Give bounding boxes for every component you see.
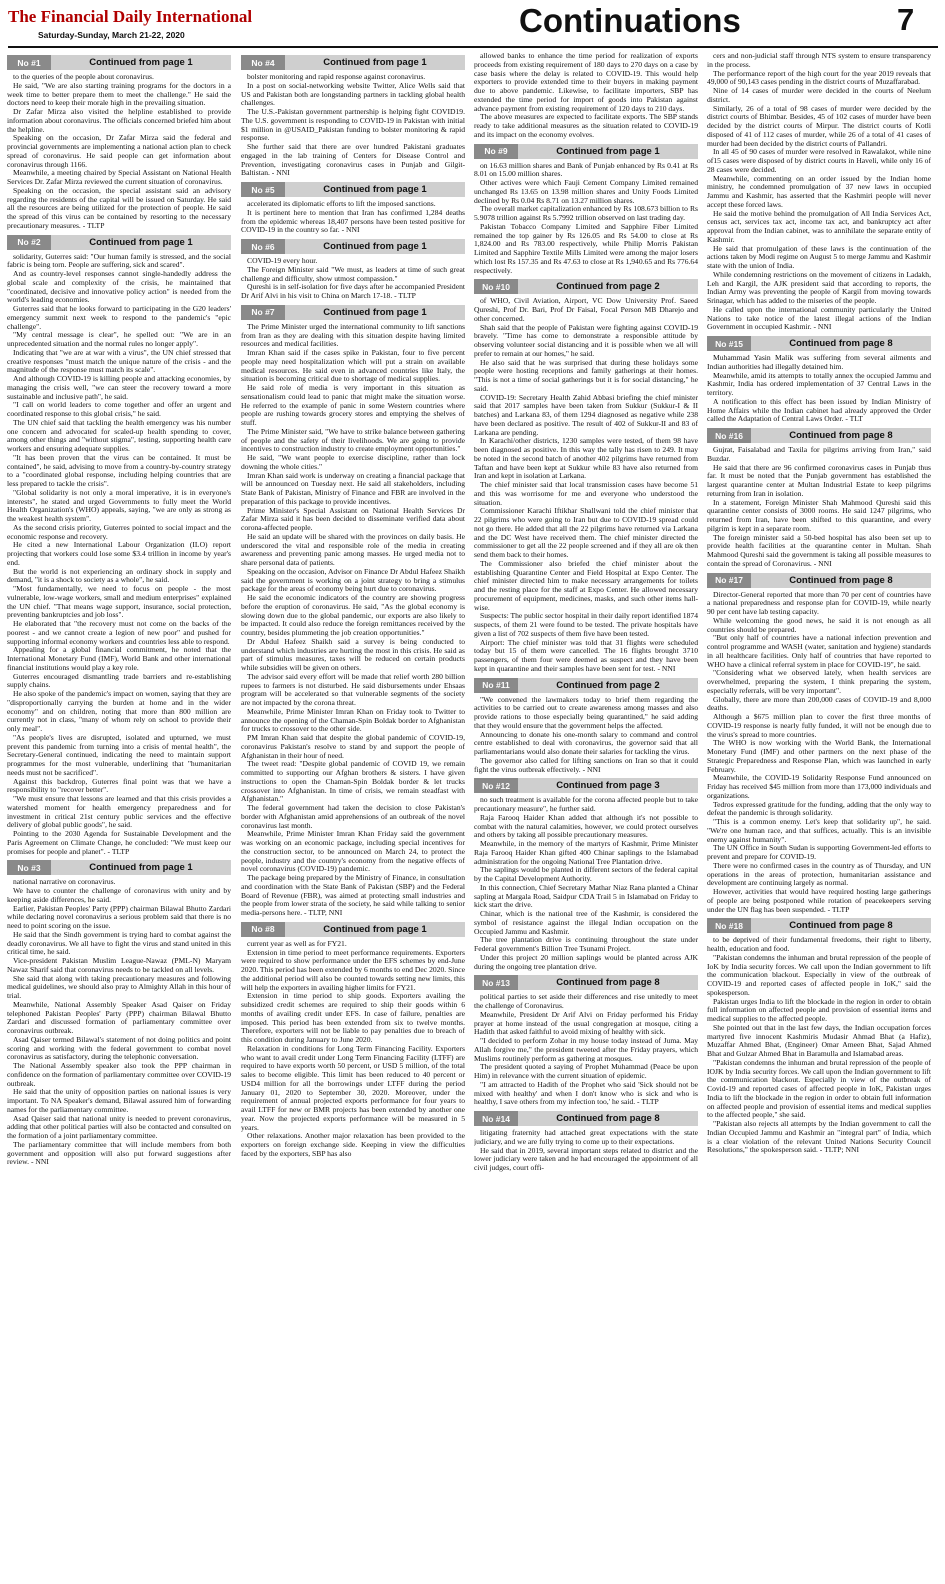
story-paragraph: He also said that he was surprised that during these holidays some people were hosting receptions and family gatherings at their homes. "This is not a time of social gatherings but it is for social distancing," he said. xyxy=(474,357,698,393)
story-paragraph: She further said that there are over hundred Pakistani graduates engaged in the lab training of Centers for Disease Control and Prevention, investigating coronavirus cases in Punjab and Gilgit-Baltistan. - NNI xyxy=(241,142,465,178)
column-4 xyxy=(707,52,931,1580)
story-paragraph: Extension in time period to meet performance requirements. Exporters were required to show performance under the EFS schemes by end-June 2020. This period has been extended by 6 months to end Dec 2020. Since the additional period will also be counted towards setting new limits, this will help the exporters in availing higher limits for FY21. xyxy=(241,947,465,992)
story-paragraph: Airport: The chief minister was told that 31 flights were scheduled today but 15 of them were cancelled. The 16 flights brought 3710 passengers, of them four were deemed as suspect and they have been kept in quarantine and their samples have been sent for test. - NNI xyxy=(474,637,698,673)
story-paragraph: He said, "We are also starting training programs for the doctors in a week time to better prepare them to meet the challenge." He said the doctors need to keep their morale high in the prevailing situation. xyxy=(7,80,231,108)
story-paragraph: He said, "We want people to exercise discipline, rather than lock downing the whole cities." xyxy=(241,453,465,471)
story-paragraph: Pakistan urges India to lift the blockade in the region in order to obtain full information on affected people and provision of essential items and medical supplies to the affected people. xyxy=(707,996,931,1023)
story-paragraph: He said the economic indicators of the country are showing progress before the eruption of coronavirus. He said, "As the global economy is slowing down due to the global pandemic, our exports are also likely to be impacted. It could also reduce the foreign remittances received by the country, besides plummeting the job creation opportunities." xyxy=(241,593,465,637)
issue-date: Saturday-Sunday, March 21-22, 2020 xyxy=(38,30,185,40)
story-continued-label: Continued from page 1 xyxy=(323,241,427,252)
story-number-badge: No #2 xyxy=(7,235,51,250)
story-paragraph: The Prime Minister said, "We have to strike balance between gathering of people and the safety of their livelihoods. We are going to provide incentives to construction industry to create employment opportunities." xyxy=(241,426,465,454)
story-paragraph: Qureshi is in self-isolation for five days after he accompanied President Dr Arif Alvi in his visit to China on March 17-18. - TLTP xyxy=(241,282,465,300)
story-paragraph: The package being prepared by the Ministry of Finance, in consultation and coordination with the State Bank of Pakistan (SBP) and the Federal Board of Revenue (FBR), was aimed at protecting small industries and the people from lower strata of the society, he said while talking to senior media-persons here. - TLTP, NNI xyxy=(241,873,465,917)
story-header xyxy=(241,182,465,197)
newspaper-name: The Financial Daily International xyxy=(8,7,253,26)
story-header xyxy=(707,336,931,351)
story-paragraph: In a statement, Foreign Minister Shah Mahmood Qureshi said this quarantine center consists of 3000 rooms. He said 1247 pilgrims, who returned from Iran, have been shifted to this quarantine, and every pilgrim is kept in a separate room. xyxy=(707,497,931,533)
story-header xyxy=(7,860,231,875)
story-body xyxy=(707,354,931,424)
story-paragraph: Indicating that "we are at war with a virus", the UN chief stressed that creative responses "must match the unique nature of the crisis - and the magnitude of the response must match its scale". xyxy=(7,347,231,375)
story-number-badge: No #4 xyxy=(241,55,285,70)
story-paragraph: Speaking on the occasion, Dr Zafar Mirza said the federal and provincial governments are implementing a national action plan to check spread of coronavirus. He said people can get information about coronavirus through 1166. xyxy=(7,133,231,169)
story-number-badge: No #10 xyxy=(474,279,518,294)
story-paragraph: "Considering what we observed lately, when health services are overwhelmed, preparing the system, I think preparing the system, especially referrals, will be very important". xyxy=(707,668,931,695)
story-header xyxy=(474,678,698,693)
continuation-story xyxy=(474,678,698,775)
story-paragraph: "This is a common enemy. Let's keep that solidarity up", he said. "We're one human race, and that suffices, actually. This is an invisible enemy against humanity". xyxy=(707,817,931,844)
story-paragraph: Meanwhile, President Dr Arif Alvi on Friday performed his Friday prayer at home instead of the usual congregation at mosque, citing a Hadith that asked faithful to avoid mixing of healthy with sick. xyxy=(474,1009,698,1037)
masthead xyxy=(0,0,945,52)
story-number-badge: No #13 xyxy=(474,975,518,990)
story-paragraph: The WHO is now working with the World Bank, the International Monetary Fund (IMF) and other partners on the next phase of the Strategic Preparedness and Response Plan, which was launched in early February. xyxy=(707,738,931,774)
story-paragraph: Commissioner Karachi Iftikhar Shallwani told the chief minister that 22 pilgrims who were going to Iran but due to COVID-19 spread could not go there. He added that all the 22 pilgrims have returned via Larkana and the DC West have received them. The chief minister directed the commissioner to get all the 22 people screened and if they all are ok then send them back to their homes. xyxy=(474,506,698,559)
story-header xyxy=(707,428,931,443)
story-paragraph: "It has been proven that the virus can be contained. It must be contained", he said, advising to move from a country-by-country strategy to a "coordinated global response, including helping countries that are less prepared to tackle the crisis". xyxy=(7,452,231,488)
story-paragraph: While condemning restrictions on the movement of citizens in Ladakh, Leh and Kargil, the AJK president said that according to reports, the Indian Army was preventing the people of Kargil from moving towards Srinagar, which has added to the miseries of the people. xyxy=(707,269,931,305)
story-number-badge: No #14 xyxy=(474,1111,518,1126)
story-paragraph: "As people's lives are disrupted, isolated and upturned, we must prevent this pandemic from turning into a crisis of mental health", the Secretary-General continued, indicating the need to maintain support programmes for the most vulnerable, underlining that "humanitarian needs must not be sacrificed". xyxy=(7,732,231,777)
story-paragraph: cers and non-judicial staff through NTS system to ensure transparency in the process. xyxy=(707,52,931,69)
story-paragraph: Meanwhile, commenting on an order issued by the Indian home ministry, he condemned promulgation of 37 new laws in occupied Jammu and Kashmir, has asserted that the Kashmiri people will never accept these forced laws. xyxy=(707,173,931,209)
story-paragraph: Pakistan Tobacco Company Limited and Sapphire Fiber Limited remained the top gainer by Rs 126.05 and Rs 54.00 to close at Rs 1,824.00 and Rs 783.00 respectively, while Philip Morris Pakistan Limited and Sapphire Textile Mills Limited were among the major losers which lost Rs 157.35 and Rs 47.63 to close at Rs 1,940.65 and Rs 776.64 respectively. xyxy=(474,221,698,275)
story-paragraph: The Commissioner also briefed the chief minister about the establishing Quarantine Center and Field Hospital at Expo Center. The chief minister directed him to make necessary arrangements for toilets and the resting place for the staff at Expo Center. He allowed necessary procurement of equipment, medicines, masks, and such other items hall-wise. xyxy=(474,558,698,612)
story-paragraph: solidarity, Guterres said: "Our human family is stressed, and the social fabric is being torn. People are suffering, sick and scared". xyxy=(7,251,231,270)
story-continued-label: Continued from page 2 xyxy=(556,679,660,691)
column-1 xyxy=(7,52,231,1580)
story-continued-label: Continued from page 8 xyxy=(789,920,893,932)
story-paragraph: He said that the unity of opposition parties on national issues is very important. To NA Speaker's demand, Bilawal assured him of forwarding names for the parliamentary committee. xyxy=(7,1087,231,1114)
story-body xyxy=(7,73,231,231)
story-paragraph: "Pakistan condemns the inhuman and brutal repression of the people of IOJK by India security forces. We call upon the Indian government to lift the communication blackout. Especially in view of the outbreak of Covid-19 and reported cases of affected people in IoK, Pakistan urges India to lift the blockade in the region in order to obtain full information on affected people and provision of essential items and medical supplies to the affected people," she said. xyxy=(707,1057,931,1120)
story-paragraph: Appealing for a global financial commitment, he noted that the International Monetary Fund (IMF), World Bank and other international financial institutions would play a key role. xyxy=(7,645,231,672)
story-number-badge: No #12 xyxy=(474,778,518,793)
story-paragraph: He said that the Sindh government is trying hard to combat against the deadly coronavirus. We all have to fight the virus and stand united in this critical time, he said. xyxy=(7,929,231,957)
story-paragraph: accelerated its diplomatic efforts to lift the imposed sanctions. xyxy=(247,199,436,208)
story-number-badge: No #5 xyxy=(241,182,285,197)
story-paragraph: Speaking on the occasion, the special assistant said an advisory regarding the residents of the capital will be issued on Saturday. He said all the resources are being utilized for the protection of people. He said the spread of this virus can be contained by resorting to the necessary precautionary measures. - TLTP xyxy=(7,185,231,230)
story-paragraph: Announcing to donate his one-month salary to command and control centre established to deal with coronavirus, the governor said that all parliamentarians would also donate their salaries for tackling the virus. xyxy=(474,729,698,756)
story-header xyxy=(707,573,931,588)
story-paragraph: "We convened the lawmakers today to brief them regarding the activities to be carried out to create awareness among masses and also provide rations to those especially being quarantined," he said adding that they would ensure that the government helps the affected. xyxy=(474,694,698,730)
continuation-story xyxy=(241,922,465,1159)
story-number-badge: No #16 xyxy=(707,428,751,443)
story-paragraph: "Most fundamentally, we need to focus on people - the most vulnerable, low-wage workers, small and medium enterprises" explained the UN chief. "That means wage support, insurance, social protection, preventing bankruptcies and job loss". xyxy=(7,584,231,620)
continuation-story xyxy=(474,144,698,276)
story-paragraph: However, activities that would have required hosting large gatherings of people are being postponed while rotation of peacekeepers serving under the UN flag has been suspended. - TLTP xyxy=(707,887,931,914)
continuation-story xyxy=(474,279,698,673)
story-paragraph: Nine of 14 cases of murder were decided in the courts of Neelum district. xyxy=(707,86,931,104)
story-paragraph: on 16.63 million shares and Bank of Punjab enhanced by Rs 0.41 at Rs 8.01 on 15.00 million shares. xyxy=(474,160,698,179)
story-paragraph: The Prime Minister urged the international community to lift sanctions from Iran as they are dealing with this situation despite having limited resources and medical facilities. xyxy=(241,321,465,349)
story-continued-label: Continued from page 8 xyxy=(789,338,893,349)
story-paragraph: "Global solidarity is not only a moral imperative, it is in everyone's interests", he stated and urged Governments to fully meet the World Health Organization's (WHO) appeals, saying, "we are only as strong as the weakest health system". xyxy=(7,487,231,523)
story-paragraph: Although a $675 million plan to cover the first three months of COVID-19 response is nearly fully funded, it will not be enough due to the virus's spread to more countries. xyxy=(707,712,931,739)
continuation-story xyxy=(241,305,465,918)
story-paragraph: The performance report of the high court for the year 2019 reveals that 49,000 of 90,143 cases pending in the district courts of Muzaffarabad. xyxy=(707,68,931,87)
story-header xyxy=(241,305,465,320)
story-number-badge: No #1 xyxy=(7,55,51,70)
story-paragraph: The saplings would be planted in different sectors of the federal capital by the Capital Development Authority. xyxy=(474,865,698,883)
story-continued-label: Continued from page 1 xyxy=(323,923,427,935)
story-paragraph: Meanwhile, Prime Minister Imran Khan on Friday took to Twitter to announce the opening of the Chaman-Spin Boldak border to Afghanistan for trucks to crossover to the other side. xyxy=(241,706,465,734)
story-paragraph: PM Imran Khan said that despite the global pandemic of COVID-19, coronavirus Pakistan's resolve to stand by and support the people of Afghanistan in their hour of need. xyxy=(241,733,465,760)
story-body xyxy=(241,73,465,178)
story-paragraph: of WHO, Civil Aviation, Airport, VC Dow University Prof. Saeed Qureshi, Prof Dr. Bari, Prof Dr Faisal, Focal Person MB Dharejo and other concerned. xyxy=(474,296,698,323)
story-header xyxy=(7,235,231,250)
story-body xyxy=(707,936,931,1155)
story-header xyxy=(707,918,931,933)
story-continued-label: Continued from page 1 xyxy=(89,236,193,248)
story-paragraph: Guterres encouraged dismantling trade barriers and re-establishing supply chains. xyxy=(7,671,231,690)
story-body xyxy=(241,940,465,1159)
story-paragraph: Pointing to the 2030 Agenda for Sustainable Development and the Paris Agreement on Climate Change, he concluded: "We must keep our promises for people and planet". - TLTP xyxy=(7,829,231,856)
story-paragraph: The National Assembly speaker also took the PPP chairman in confidence on the formation of parliamentary committee over COVID-19 outbreak. xyxy=(7,1061,231,1088)
story-paragraph: The Foreign Minister said "We must, as leaders at time of such great challenge and difficulty, show utmost compassion." xyxy=(241,264,465,283)
story-number-badge: No #15 xyxy=(707,336,751,351)
story-paragraph: The federal government had taken the decision to close Pakistan's border with Afghanistan amid apprehensions of an outbreak of the novel coronavirus last month. xyxy=(241,803,465,830)
story-paragraph: "We must ensure that lessons are learned and that this crisis provides a watershed moment for health emergency preparedness and for investment in critical 21st century public services and the effective delivery of global public goods", he said. xyxy=(7,794,231,830)
story-body xyxy=(474,1129,698,1173)
story-paragraph: He said that promulgation of these laws is the continuation of the actions taken by Modi regime on August 5 to merge Jammu and Kashmir state with the union of India. xyxy=(707,243,931,270)
story-paragraph: He said the motive behind the promulgation of All India Services Act, census act, services tax act, income tax act, and bankruptcy act after approval from the Indian cabinet, was to annihilate the separate entity of Kashmir. xyxy=(707,208,931,244)
story-number-badge: No #9 xyxy=(474,144,518,159)
story-paragraph: The UN Office in South Sudan is supporting Government-led efforts to prevent and prepare for COVID-19. xyxy=(707,843,931,861)
story-paragraph: The tweet read: "Despite global pandemic of COVID 19, we remain committed to supporting our Afghan brothers & sisters. I have given instructions to open the Chaman-Spin Boldak border & let trucks crossover into Afghanistan. In time of crisis, we remain steadfast with Afghanistan." xyxy=(241,759,465,804)
story-paragraph: Dr Zafar Mirza also visited the helpline established to provide information about coronavirus. The officials concerned briefed him about the helpline. xyxy=(7,107,231,134)
continuation-story xyxy=(707,52,931,332)
continuation-story xyxy=(7,55,231,231)
story-continued-label: Continued from page 8 xyxy=(789,574,893,586)
story-paragraph: allowed banks to enhance the time period for realization of exports proceeds from existing requirement of 180 days to 270 days on a case by case basis where the delay is related to COVID-19. This would help exporters to provide extended time to their buyers in making payment due to above pandemic. Likewise, to facilitate importers, SBP has extended the time period for import of goods into Pakistan against advance payment from existing requirement of 120 days to 210 days. xyxy=(474,52,698,113)
story-number-badge: No #6 xyxy=(241,239,285,254)
story-paragraph: Extension in time period to ship goods. Exporters availing the subsidized credit schemes are required to ship their goods within 6 months of availing credit under EFS. In case of failure, penalties are imposed. This period has been extended from six to twelve months. Therefore, exporters will not be liable to pay penalties due to breach of this condition during January to June 2020. xyxy=(241,991,465,1044)
story-paragraph: She pointed out that in the last few days, the Indian occupation forces martyred five innocent Kashmiris Mudasir Ahmad Bhat (a Hafiz), Muzaffar Ahmed Bhat, (Engineer) Omar Ameen Bhat, Sajad Ahmed Bhat and Gulzar Ahmed Bhat in Baramulla and Islamabad areas. xyxy=(707,1022,931,1058)
page-number: 7 xyxy=(897,2,915,37)
story-paragraph: He elaborated that "the recovery must not come on the backs of the poorest - and we cannot create a legion of new poor" and pushed for supporting informal economy workers and countries less able to respond. xyxy=(7,619,231,646)
story-header xyxy=(474,279,698,294)
story-paragraph: He said an update will be shared with the provinces on daily basis. He underscored the vital and responsible role of the media in creating awareness and preventing panic among masses. He urged media not to share personal data of patients. xyxy=(241,531,465,567)
story-paragraph: "I call on world leaders to come together and offer an urgent and coordinated response to this global crisis," he said. xyxy=(7,400,231,418)
story-number-badge: No #8 xyxy=(241,922,285,937)
story-paragraph: COVID-19 every hour. xyxy=(247,256,318,265)
story-header xyxy=(474,1111,698,1126)
story-paragraph: And although COVID-19 is killing people and attacking economies, by managing the crisis well, "we can steer the recovery toward a more sustainable and inclusive path", he said. xyxy=(7,374,231,401)
story-number-badge: No #17 xyxy=(707,573,751,588)
story-paragraph: Meanwhile, the COVID-19 Solidarity Response Fund announced on Friday has received $45 million from more than 173,000 individuals and organizations. xyxy=(707,773,931,800)
story-paragraph: He said role of media is very important in this situation as sensationalism could lead to panic that might make the situation worse. He referred to the example of panic in some Western countries where people are rushing towards grocery stores and emptying the shelves of stuff. xyxy=(241,383,465,427)
story-paragraph: In all 45 of 90 cases of murder were resolved in Rawalakot, while nine of15 cases were disposed of by district courts in Haveli, while only 16 of 28 cases were decided. xyxy=(707,147,931,174)
story-header xyxy=(7,55,231,70)
story-header xyxy=(474,975,698,990)
story-body xyxy=(474,696,698,775)
story-paragraph: Speaking on the occasion, Advisor on Finance Dr Abdul Hafeez Shaikh said the government is working on a joint strategy to bring a stimulus package for the areas of economy being hurt due to coronavirus. xyxy=(241,566,465,594)
story-paragraph: The foreign minister said a 50-bed hospital has also been set up to provide health facilities at the quarantine center in Multan. Shah Mahmood Qureshi said the government is taking all possible measures to contain the spread of Coronavirus. - NNI xyxy=(707,532,931,568)
story-paragraph: Earlier, Pakistan Peoples' Party (PPP) chairman Bilawal Bhutto Zardari while declaring novel coronavirus a serious problem said that there is no need to point scoring on the issue. xyxy=(7,903,231,930)
story-paragraph: "I am attracted to Hadith of the Prophet who said 'Sick should not be mixed with healthy' and when I don't know who is sick and who is healthy, I save others from my infection too,' he said. - TLTP xyxy=(474,1079,698,1107)
continuation-story xyxy=(7,860,231,1167)
story-paragraph: As the second crisis priority, Guterres pointed to social impact and the economic response and recovery. xyxy=(7,522,231,541)
story-paragraph: no such treatment is available for the corona affected people but to take precautionary measure", he further said. xyxy=(474,795,698,813)
story-paragraph: In a post on social-networking website Twitter, Alice Wells said that US and Pakistan both are longstanding partners in tackling global health challenges. xyxy=(241,80,465,108)
story-paragraph: And as country-level responses cannot single-handedly address the global scale and complexity of the crisis, he maintained that "coordinated, decisive and innovative policy action" is needed from the world's leading economies. xyxy=(7,269,231,305)
story-body xyxy=(241,323,465,918)
continuation-story xyxy=(707,336,931,424)
story-paragraph: The chief minister said that local transmission cases have become 51 and this was worrisome for me and everyone who understood the situation. xyxy=(474,480,698,507)
story-paragraph: The advisor said every effort will be made that relief worth 280 billion rupees to farmers is not disturbed. He said disbursements under Ehsaas program will be accelerated so that vulnerable segments of the society are not impacted by the corona threat. xyxy=(241,671,465,707)
story-continued-label: Continued from page 1 xyxy=(323,306,427,318)
story-continued-label: Continued from page 8 xyxy=(556,977,660,989)
story-paragraph: Suspects: The public sector hospital in their daily report identified 1874 suspects, of them 21 were found to be tested. The private hospitals have given a list of 702 suspects of them five have been tested. xyxy=(474,611,698,638)
story-paragraph: She said that along with taking precautionary measures and following medical guidelines, we should also pray to Almighty Allah in this hour of trial. xyxy=(7,973,231,1000)
column-2 xyxy=(241,52,465,1580)
story-continued-label: Continued from page 1 xyxy=(89,862,193,874)
continuation-story xyxy=(474,1111,698,1173)
story-paragraph: political parties to set aside their differences and rise unitedly to meet the challenge of Coronavirus. xyxy=(474,992,698,1010)
continuation-story xyxy=(474,975,698,1107)
story-paragraph: Against this backdrop, Guterres final point was that we have a responsibility to "recover better". xyxy=(7,776,231,795)
story-paragraph: to be deprived of their fundamental freedoms, their right to liberty, health, education and food. xyxy=(707,935,931,953)
story-paragraph: The tree plantation drive is continuing throughout the state under Federal government's Billion Tree Tsunami Project. xyxy=(474,935,698,953)
story-paragraph: The president quoted a saying of Prophet Muhammad (Peace be upon Him) in relevance with the current situation of epidemic. xyxy=(474,1062,698,1080)
story-paragraph: Under this project 20 million saplings would be planted across AJK during the ongoing tree plantation drive. xyxy=(474,952,698,971)
story-paragraph: Dr Abdul Hafeez Shaikh said a survey is being conducted to understand which industries are hurting the most in this crisis. He said as part of stimulus measures, taxes will be reduced on certain products while subsidies will be given on others. xyxy=(241,636,465,672)
story-paragraph: It is pertinent here to mention that Iran has confirmed 1,284 deaths from the epidemic whereas 18,407 persons have been tested positive for COVID-19 in the country so far. - NNI xyxy=(241,207,465,235)
story-paragraph: He also spoke of the pandemic's impact on women, saying that they are "disproportionally carrying the burden at home and in the wider economy" and on children, noting that more than 800 million are currently not in class, "many of whom rely on school to provide their only meal". xyxy=(7,689,231,733)
story-paragraph: Relaxation in conditions for Long Term Financing Facility. Exporters who want to avail credit under Long Term Financing Facility (LTFF) are required to have exports worth 50 percent, or USD 5 million, of the total sales to become eligible. This limit has been reduced to 40 percent or USD4 million for all the borrowings under LTFF during the period January 01, 2020 to September 30, 2020. Moreover, under the requirement of annual projected exports performance for four years to avail LTFF for new or BMR projects has been extended by another one year. Now the projected exports performance will be measured in 5 years. xyxy=(241,1043,465,1132)
story-header xyxy=(241,239,465,254)
story-paragraph: to the queries of the people about coronavirus. xyxy=(13,72,154,81)
story-paragraph: There were no confirmed cases in the country as of Thursday, and UN operations in the areas of protection, humanitarian assistance and development are continuing largely as normal. xyxy=(707,860,931,888)
continuation-story xyxy=(241,182,465,235)
story-body xyxy=(707,591,931,915)
story-body xyxy=(474,993,698,1107)
story-paragraph: Meanwhile, amid its attempts to totally annex the occupied Jammu and Kashmir, India has ordered implementation of 37 Central Laws in the territory. xyxy=(707,370,931,397)
story-paragraph: Meanwhile, National Assembly Speaker Asad Qaiser on Friday telephoned Pakistan Peoples' Party (PPP) chairman Bilawal Bhutto Zardari and discussed formation of parliamentary committee over coronavirus outbreak. xyxy=(7,999,231,1035)
continuation-story xyxy=(474,778,698,971)
story-paragraph: Muhammad Yasin Malik was suffering from several ailments and Indian authorities had illegally detained him. xyxy=(707,353,931,371)
story-paragraph: The above measures are expected to facilitate exports. The SBP stands ready to take additional measures as the situation related to COVID-19 and its impact on the economy evolves. xyxy=(474,112,698,139)
continuation-story xyxy=(707,428,931,569)
masthead-rule xyxy=(8,46,938,48)
section-title: Continuations xyxy=(519,2,741,39)
story-body xyxy=(707,446,931,569)
story-paragraph: While welcoming the good news, he said it is not enough as all countries should be prepared. xyxy=(707,615,931,634)
story-paragraph: "I decided to perform Zohar in my house today instead of Juma. May Allah forgive me," the president tweeted after the Friday prayers, which Muslims routinely perform as gathering at mosques. xyxy=(474,1036,698,1063)
story-paragraph: Globally, there are more than 200,000 cases of COVID-19 and 8,000 deaths. xyxy=(707,694,931,713)
continuation-story xyxy=(474,52,698,140)
story-paragraph: national narrative on coronavirus. xyxy=(13,877,116,887)
story-paragraph: The UN chief said that tackling the health emergency was his number one concern and advocated for scaled-up health spending to cover, among other things and "without stigma", testing, supporting health care workers and ensuring adequate supplies. xyxy=(7,417,231,453)
continuation-story xyxy=(707,573,931,915)
story-paragraph: current year as well as for FY21. xyxy=(247,938,347,948)
story-header xyxy=(474,144,698,159)
story-paragraph: "My central message is clear", he spelled out: "We are in an unprecedented situation and the normal rules no longer apply". xyxy=(7,330,231,348)
story-paragraph: Gujrat, Faisalabad and Taxila for pilgrims arriving from Iran," said Buzdar. xyxy=(707,445,931,463)
story-paragraph: Imran Khan said work is underway on creating a financial package that will be announced on Tuesday next. He said all stakeholders, including State Bank of Pakistan, Ministry of Finance and FBR are involved in the preparation of this package to provide incentives. xyxy=(241,470,465,506)
story-paragraph: Other actives were which Fauji Cement Company Limited remained unchanged Rs 13.65 on 13.98 million shares and Unity Foods Limited declined by Rs 0.04 Rs 8.71 on 13.27 million shares. xyxy=(474,178,698,205)
continuation-story xyxy=(7,235,231,857)
story-paragraph: Tedros expressed gratitude for the funding, adding that the only way to defeat the pandemic is through solidarity. xyxy=(707,799,931,818)
story-paragraph: COVID-19: Secretary Health Zahid Abbasi briefing the chief minister said that 2017 samples have been taken from Sukkur (Sukkur-I & II batches) and Larkana 83, of them 1294 diagnosed as negative while 238 have been declared as positive. The result of 402 of Sukkur-II and 83 of Larkana are pending. xyxy=(474,392,698,437)
story-paragraph: The U.S.-Pakistan government partnership is helping fight COVID19. The U.S. government is responding to COVID-19 in Pakistan with initial $1 million in @USAID_Pakistan funding to bolster monitoring & rapid response. xyxy=(241,107,465,143)
story-paragraph: A notification to this effect has been issued by Indian Ministry of Home Affairs while the Indian cabinet had already approved the Order called the Adaptation of Central Laws Order. - TLT xyxy=(707,396,931,424)
story-continued-label: Continued from page 1 xyxy=(556,145,660,157)
story-number-badge: No #18 xyxy=(707,918,751,933)
story-number-badge: No #3 xyxy=(7,860,51,875)
story-number-badge: No #11 xyxy=(474,678,518,693)
story-paragraph: He called upon the international community particularly the United Nations to take notice of the latest illegal actions of the Indian Government in occupied Kashmir. - NNI xyxy=(707,304,931,332)
story-header xyxy=(241,922,465,937)
story-paragraph: Vice-president Pakistan Muslim League-Nawaz (PML-N) Maryam Nawaz Sharif said that coronavirus needs to be tackled on all levels. xyxy=(7,956,231,974)
story-paragraph: Shah said that the people of Pakistan were fighting against COVID-19 bravely. "Time has come to demonstrate a responsible attitude by observing volunteer social distancing and it is possible when we all will prefer to remain at our homes," he said. xyxy=(474,322,698,358)
story-paragraph: "Pakistan condemns the inhuman and brutal repression of the people of IoK by India security forces. We call upon the Indian government to lift the communication blackout. Especially in view of the outbreak of COVID-19 and reported cases of affected people in IoK," said the spokesperson. xyxy=(707,952,931,997)
story-paragraph: Director-General reported that more than 70 per cent of countries have a national preparedness and response plan for COVID-19, while nearly 90 per cent have lab testing capacity. xyxy=(707,589,931,616)
story-header xyxy=(241,55,465,70)
story-paragraph: In this connection, Chief Secretary Mathar Niaz Rana planted a Chinar sapling at Margala Road, Saidpur CDA Trail 5 in Islamabad on Friday to kick start the drive. xyxy=(474,882,698,910)
story-body xyxy=(707,52,931,332)
story-body xyxy=(7,253,231,857)
story-paragraph: The governor also called for lifting sanctions on Iran so that it could fight the virus outbreak effectively. - NNI xyxy=(474,755,698,774)
story-paragraph: We have to counter the challenge of coronavirus with unity and by keeping aside differences, he said. xyxy=(7,886,231,904)
story-paragraph: bolster monitoring and rapid response against coronavirus. xyxy=(247,72,426,81)
story-paragraph: Other relaxations. Another major relaxation has been provided to the exporters on foreign exchange side. Keeping in view the difficulties faced by the exporters, SBP has also xyxy=(241,1131,465,1158)
story-paragraph: The overall market capitalization enhanced by Rs 108.673 billion to Rs 5.9078 trillion against Rs 5.7992 trillion observed on last trading day. xyxy=(474,204,698,222)
continuation-story xyxy=(241,55,465,178)
story-paragraph: Guterres said that he looks forward to participating in the G20 leaders' emergency summit next week to respond to the pandemic's "epic challenge". xyxy=(7,304,231,331)
story-paragraph: He cited a new International Labour Organization (ILO) report projecting that workers could lose some $3.4 trillion in income by year's end. xyxy=(7,540,231,567)
story-body xyxy=(474,297,698,673)
story-paragraph: Asad Qaiser said that national unity is needed to prevent coronavirus, adding that other political parties will also be contacted and consulted on the formation of a joint parliamentary committee. xyxy=(7,1113,231,1140)
story-paragraph: He said that there are 96 confirmed coronavirus cases in Punjab thus far. It must be noted that the Punjab government has established the largest quarantine center at Multan Industrial Estate to keep pilgrims returning from Iran in isolation. xyxy=(707,462,931,498)
story-paragraph: Prime Minister's Special Assistant on National Health Services Dr Zafar Mirza said it has been decided to disseminate verified data about corona-affected people. xyxy=(241,505,465,532)
story-paragraph: Similarly, 26 of a total of 98 cases of murder were decided by the district courts of Bhimbar. Besides, 45 of 102 cases of murder have been decided by the district courts of Mirpur. The district courts of Kotli disposed of 41 of 112 cases of murder, while 26 of a total of 41 cases of murder had been decided by the district courts of Pallandri. xyxy=(707,103,931,148)
story-paragraph: But the world is not experiencing an ordinary shock in supply and demand, "it is a shock to society as a whole", he said. xyxy=(7,566,231,585)
story-paragraph: Asad Qaiser termed Bilawal's statement of not doing politics and point scoring and working with the federal government to combat novel coronavirus as satisfactory, during the telephonic conversation. xyxy=(7,1034,231,1062)
story-paragraph: "But only half of countries have a national infection prevention and control programme and WASH (water, sanitation and hygiene) standards in all healthcare facilities. Only half of countries that have reported to WHO have a clinical referral system in place for COVID-19", he said. xyxy=(707,633,931,669)
story-paragraph: The parliamentary committee that will include members from both government and opposition will also put forward suggestions after review. - NNI xyxy=(7,1139,231,1167)
story-paragraph: litigating fraternity had attached great expectations with the state judiciary, and we are fully trying to come up to their expectations. xyxy=(474,1128,698,1146)
story-continued-label: Continued from page 8 xyxy=(556,1113,660,1124)
story-continued-label: Continued from page 3 xyxy=(556,780,660,792)
story-paragraph: He said that in 2019, several important steps related to district and the lower judiciary were taken and he had encouraged the appointment of all civil judges, court offi- xyxy=(474,1145,698,1172)
story-paragraph: Meanwhile, in the memory of the martyrs of Kashmir, Prime Minister Raja Farooq Haider Khan gifted 400 Chinar saplings to the Islamabad administration for the ongoing National Tree Plantation drive. xyxy=(474,839,698,866)
story-continued-label: Continued from page 1 xyxy=(323,57,427,68)
story-body xyxy=(474,162,698,276)
story-paragraph: Imran Khan said if the cases spike in Pakistan, four to five percent people may need hospitalization which will put a strain on available medical resources. He said even in advanced countries like Italy, the situation is becoming critical due to shortage of medical supplies. xyxy=(241,348,465,384)
continuation-story xyxy=(241,239,465,301)
story-paragraph: Chinar, which is the national tree of the Kashmir, is considered the symbol of resistance against the illegal Indian occupation on the Occupied Jammu and Kashmir. xyxy=(474,909,698,936)
story-paragraph: Meanwhile, a meeting chaired by Special Assistant on National Health Services Dr. Zafar Mirza reviewed the current situation of coronavirus. xyxy=(7,168,231,186)
story-body xyxy=(241,200,465,235)
story-body xyxy=(474,796,698,971)
story-header xyxy=(474,778,698,793)
continuation-story xyxy=(707,918,931,1155)
story-number-badge: No #7 xyxy=(241,305,285,320)
story-paragraph: Meanwhile, Prime Minister Imran Khan Friday said the government was working on an economic package, including special incentives for the construction sector, to be announced on March 24, to protect the people, industry and the country's economy from the negative effects of novel coronavirus (COVID-19) pandemic. xyxy=(241,829,465,874)
column-3 xyxy=(474,52,698,1580)
story-paragraph: Raja Farooq Haider Khan added that although it's not possible to combat with the natural calamities, however, we could protect ourselves and others by taking all possible precautionary measures. xyxy=(474,812,698,840)
story-body xyxy=(474,52,698,140)
story-continued-label: Continued from page 1 xyxy=(89,57,193,68)
story-body xyxy=(7,878,231,1167)
story-continued-label: Continued from page 8 xyxy=(789,430,893,441)
story-paragraph: "Pakistan also rejects all attempts by the Indian government to call the Indian Occupied Jammu and Kashmir an "integral part" of India, which is a clear violation of the relevant United Nations Security Council Resolutions," the spokesperson said. - TLTP; NNI xyxy=(707,1119,931,1155)
story-paragraph: In Karachi/other districts, 1230 samples were tested, of them 98 have been diagnosed as positive. In this way the tally has risen to 249. It may be noted in the second batch of another 402 pilgrims have returned from Taftan and have been kept at Sukkur while 83 have also returned from Iran and kept in isolation at Larkana. xyxy=(474,436,698,481)
story-continued-label: Continued from page 2 xyxy=(556,281,660,293)
story-continued-label: Continued from page 1 xyxy=(323,184,427,195)
story-body xyxy=(241,257,465,301)
